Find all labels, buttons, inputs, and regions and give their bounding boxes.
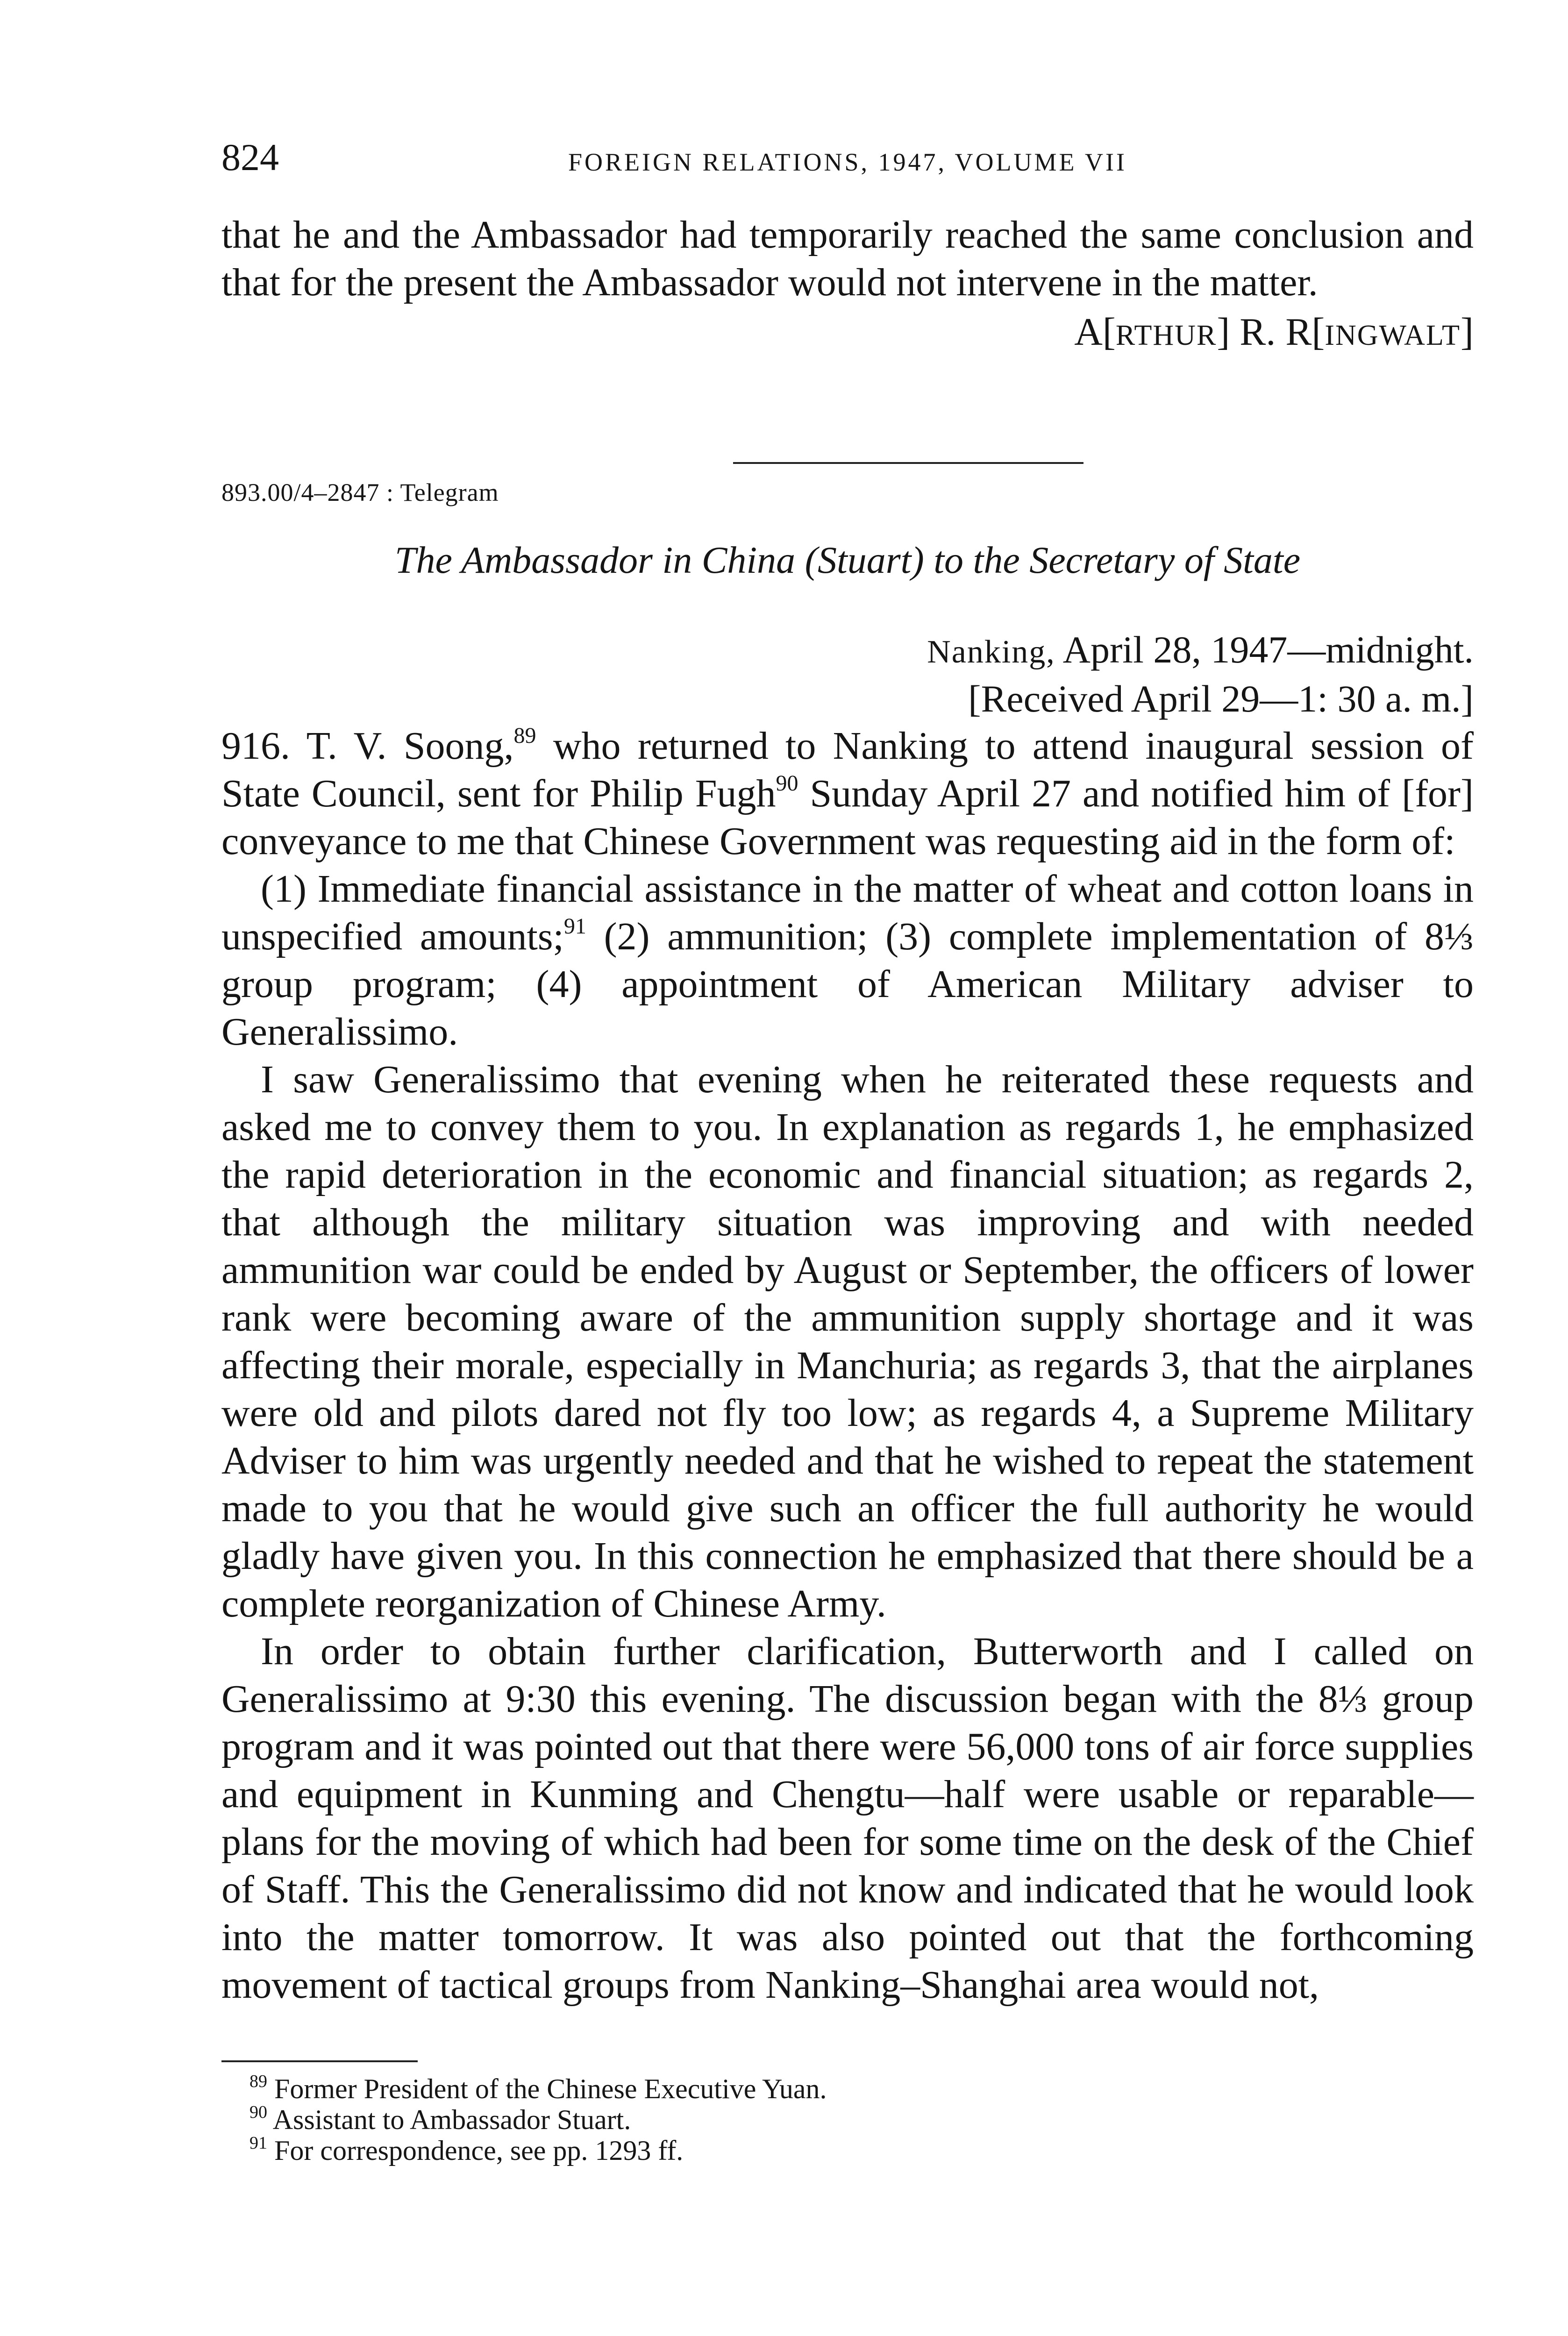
- footnote-item: [221, 2135, 1474, 2166]
- request-list-end: (2) ammunition; (3) complete implementation of 8⅓ group program; (4) appointment of American Military adviser to Generalissimo.: [221, 915, 1474, 1054]
- footnote-text: Assistant to Ambassador Stuart.: [272, 2104, 631, 2135]
- section-divider: [733, 462, 1083, 464]
- file-id: 893.00/4–2847 : Telegram: [221, 478, 499, 506]
- footnote-item: [221, 2104, 1474, 2135]
- footnotes: [221, 2073, 1474, 2166]
- paragraph-3: In order to obtain further clarification, Butterworth and I called on Generalissimo at 9:30 this evening. The discussion began with the 8⅓ group program and it was pointed out that there were 56,000 tons of air force supplies and equipment in Kunming and Chengtu—half were usable or reparable—plans for the moving of which had been for some time on the desk of the Chief of Staff. This the Generalissimo did not know and indicated that he would look into the matter tomorrow. It was also pointed out that the forthcoming movement of tactical groups from Nanking–Shanghai area would not,: [221, 1630, 1474, 2007]
- paragraph-2: I saw Generalissimo that evening when he reiterated these requests and asked me to convey them to you. In explanation as regards 1, he emphasized the rapid deterioration in the economic and financial situation; as regards 2, that although the military situation was improving and with needed ammunition war could be ended by August or September, the officers of lower rank were becoming aware of the ammunition supply shortage and it was affecting their morale, especially in Manchuria; as regards 3, that the airplanes were old and pilots dared not fly too low; as regards 4, a Supreme Military Adviser to him was urgently needed and that he wished to repeat the statement made to you that he would give such an officer the full authority he would gladly have given you. In this connection he emphasized that there should be a complete reorganization of Chinese Army.: [221, 1058, 1474, 1625]
- dateline-received: [Received April 29—1: 30 a. m.]: [968, 677, 1474, 720]
- request-list-start: (1) Immediate financial assistance in the matter of wheat and cotton loans in unspecified amounts;: [221, 867, 1474, 958]
- page-number: 824: [221, 136, 279, 178]
- signature-last-rest: INGWALT: [1325, 320, 1461, 351]
- footnote-number: 91: [249, 2133, 267, 2153]
- dateline-date: April 28, 1947—midnight.: [1062, 628, 1474, 671]
- paragraph-1-mid: who returned to Nanking to attend inaugural session of State Council, sent for Philip Fugh: [221, 724, 1474, 815]
- footnote-ref-89[interactable]: 89: [513, 723, 536, 748]
- page-content: [221, 211, 1474, 2166]
- signature-first-initial: A: [1074, 310, 1103, 354]
- paragraph-1-end: Sunday April 27 and notified him of [for] conveyance to me that Chinese Government was requesting aid in the form of:: [221, 772, 1474, 863]
- footnote-text: Former President of the Chinese Executive Yuan.: [274, 2073, 827, 2104]
- footnote-number: 90: [249, 2102, 267, 2122]
- paragraph-1: [221, 722, 1474, 865]
- signature-middle-initial: R.: [1240, 310, 1276, 354]
- footnote-ref-91[interactable]: 91: [563, 914, 586, 939]
- footnote-divider: [221, 2060, 418, 2062]
- dateline-sent: [221, 627, 1474, 676]
- page-header: [221, 126, 1474, 187]
- continuation-paragraph: that he and the Ambassador had temporarily reached the same conclusion and that for the present the Ambassador would not intervene in the matter.: [221, 213, 1474, 304]
- document-title: The Ambassador in China (Stuart) to the Secretary of State: [394, 539, 1301, 581]
- footnote-text: For correspondence, see pp. 1293 ff.: [274, 2135, 684, 2166]
- signature: A[RTHUR] R. R[INGWALT]: [1074, 310, 1474, 354]
- dateline-place: Nanking,: [927, 634, 1055, 670]
- dateline: [221, 627, 1474, 722]
- running-head: FOREIGN RELATIONS, 1947, VOLUME VII: [568, 148, 1127, 176]
- signature-last-initial: R: [1285, 310, 1312, 354]
- paragraph-1-start: 916. T. V. Soong,: [221, 724, 514, 768]
- signature-first-rest: RTHUR: [1115, 320, 1217, 351]
- request-list-paragraph: [221, 865, 1474, 1056]
- footnote-item: [221, 2073, 1474, 2104]
- footnote-number: 89: [249, 2072, 267, 2091]
- footnote-ref-90[interactable]: 90: [776, 771, 798, 796]
